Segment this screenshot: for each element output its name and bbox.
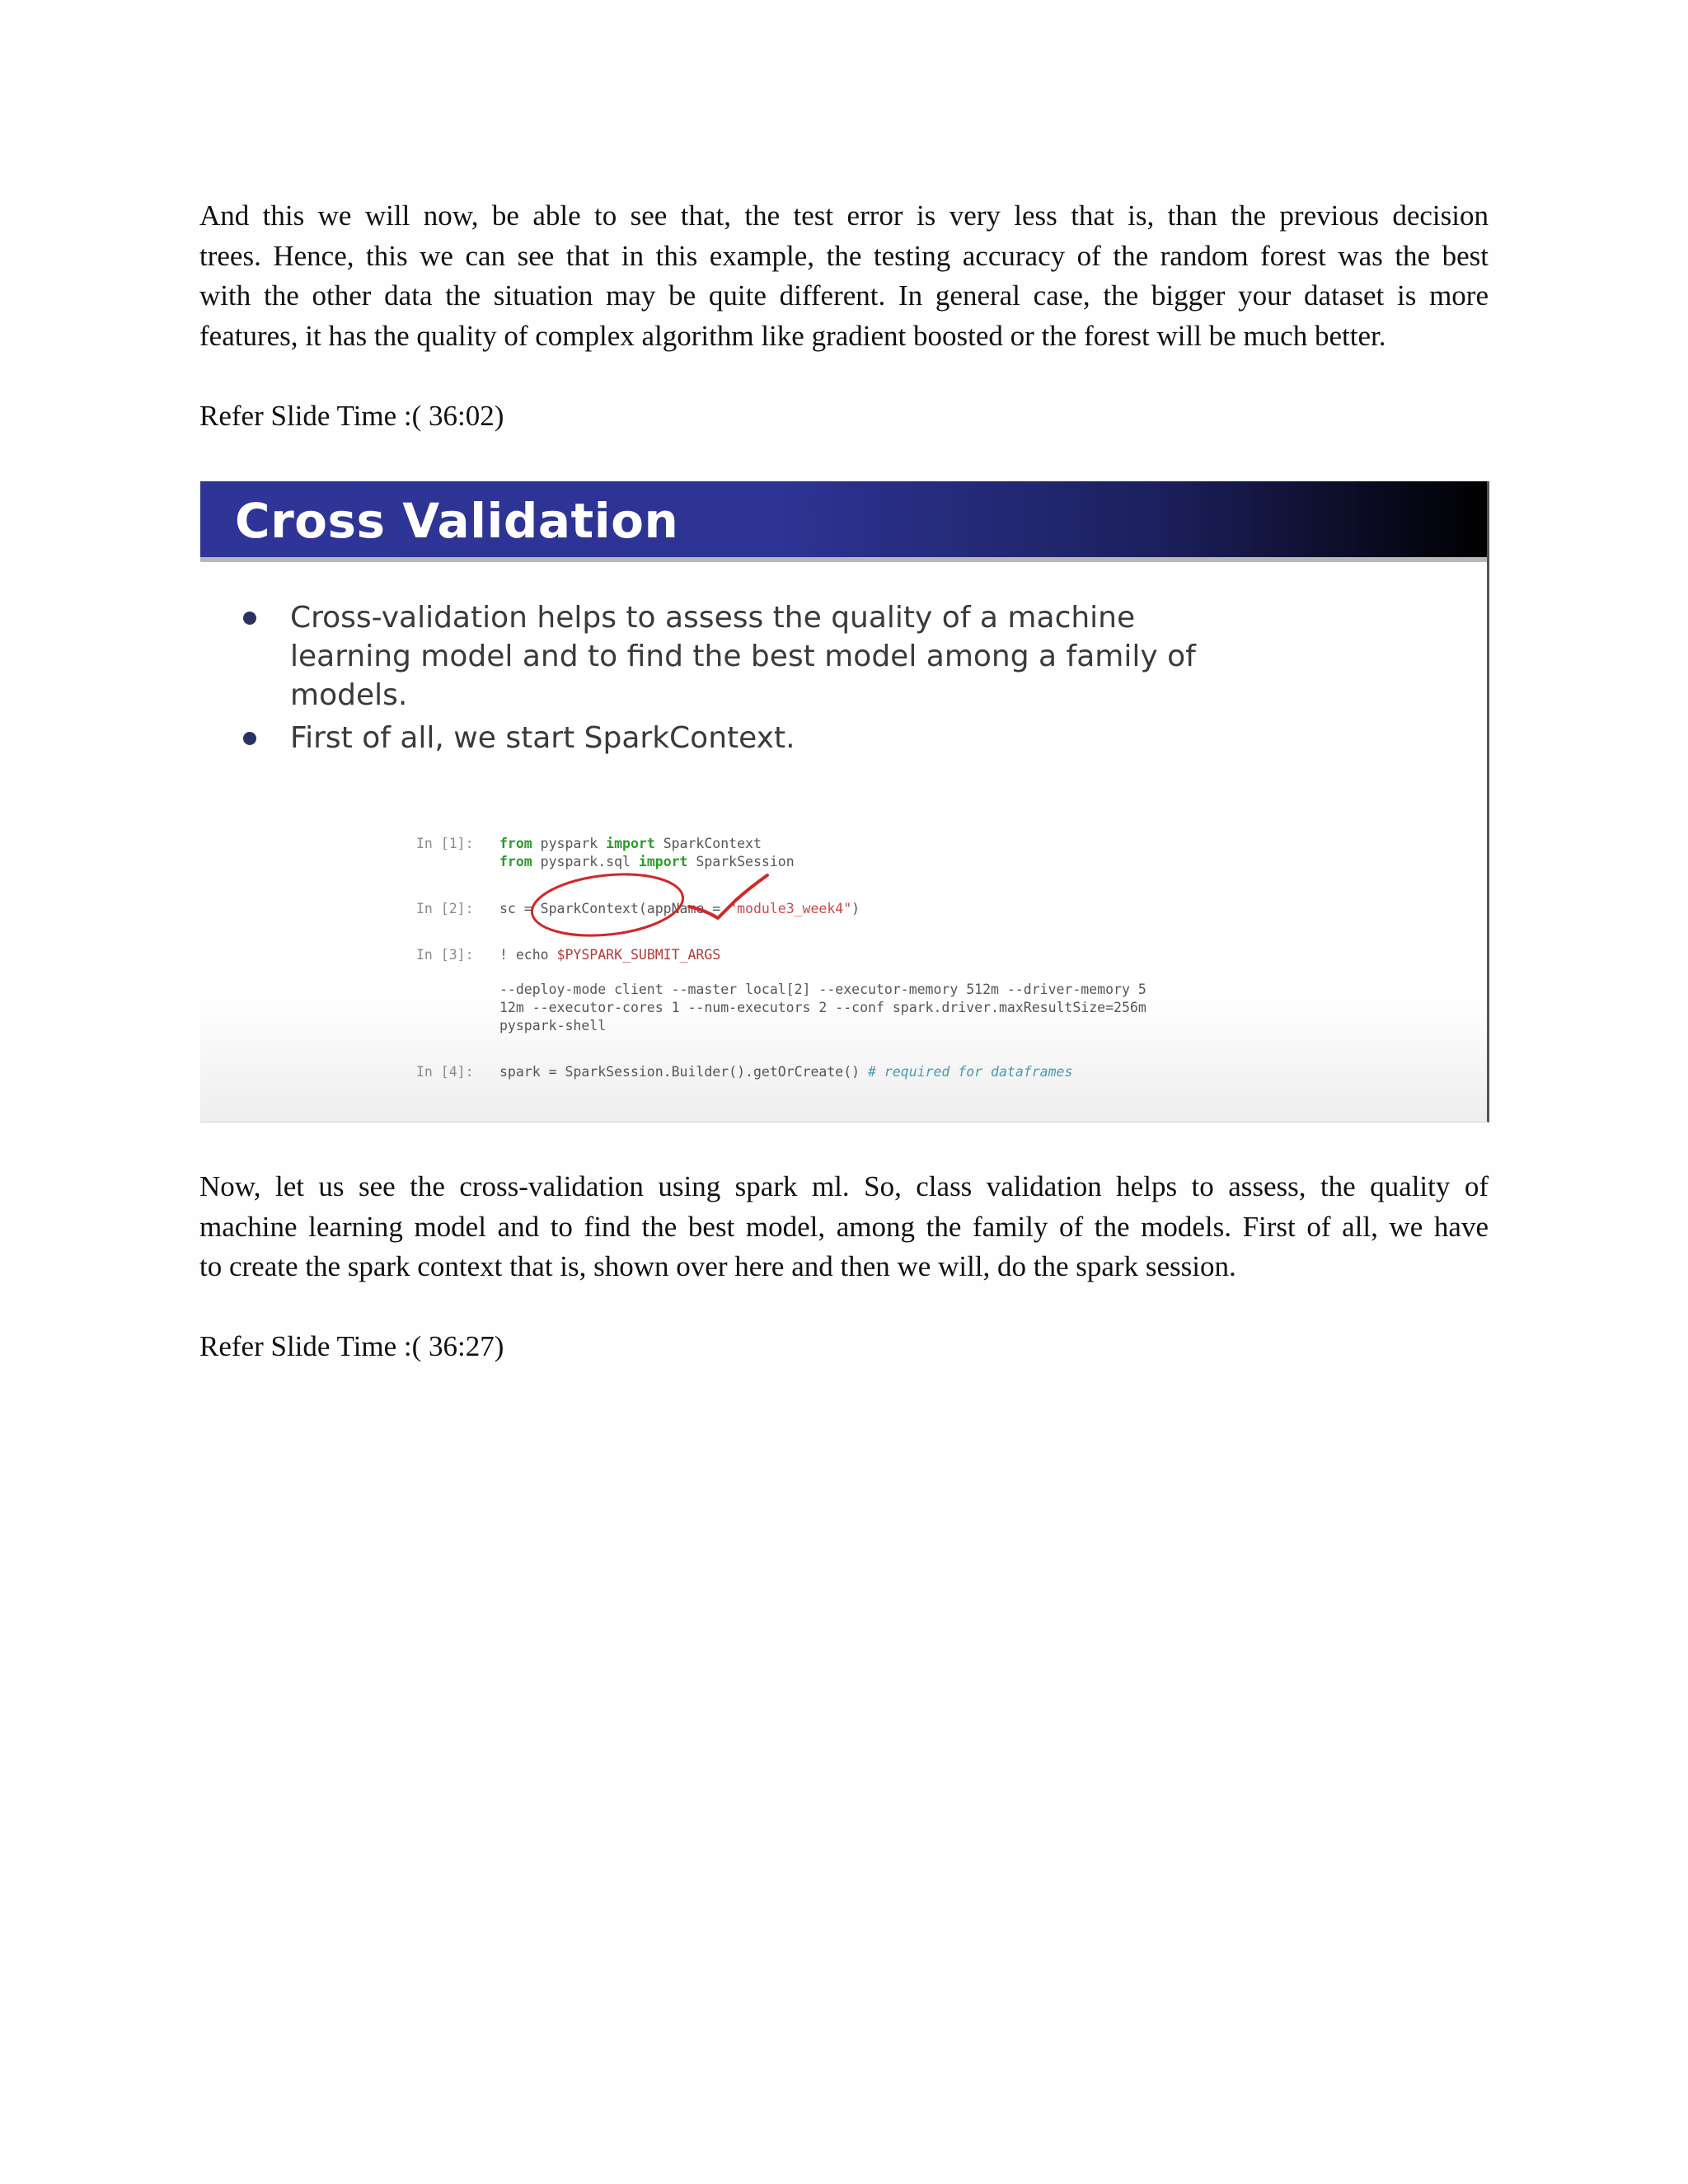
paragraph-line: to create the spark context that is, shown over here and then we will, do the spark session.	[199, 1250, 1236, 1282]
paragraph-line: machine learning model and to find the best model, among the family of the models. First of all, we have	[199, 1211, 1489, 1243]
code-line	[499, 900, 860, 918]
slide-time-reference: Refer Slide Time :( 36:02)	[199, 400, 504, 432]
slide-time-reference: Refer Slide Time :( 36:27)	[199, 1330, 504, 1362]
bullet-line: learning model and to find the best model among a family of	[290, 640, 1196, 673]
code-line	[499, 1063, 1072, 1081]
output-line: 12m --executor-cores 1 --num-executors 2 --conf spark.driver.maxResultSize=256m	[499, 1000, 1146, 1015]
code-text: SparkSession	[687, 854, 795, 869]
slide-title: Cross Validation	[235, 493, 679, 549]
paragraph-line: And this we will now, be able to see that, the test error is very less that is, than the previous decision	[199, 199, 1489, 232]
keyword: from	[499, 854, 532, 869]
keyword: from	[499, 836, 532, 851]
cell-prompt: In [2]:	[416, 901, 474, 916]
code-text: pyspark.sql	[532, 854, 639, 869]
code-text: ! echo	[499, 947, 557, 963]
cell-prompt: In [1]:	[416, 836, 474, 851]
slide-image	[200, 481, 1489, 1122]
code-text: spark = SparkSession.Builder().getOrCreate()	[499, 1064, 869, 1080]
code-text: sc = SparkContext(appName =	[499, 901, 729, 916]
code-line	[499, 853, 795, 871]
paragraph-line: trees. Hence, this we can see that in this example, the testing accuracy of the random forest was the best	[199, 240, 1489, 272]
paragraph-line: features, it has the quality of complex algorithm like gradient boosted or the forest will be much better.	[199, 320, 1386, 352]
code-text: pyspark	[532, 836, 607, 851]
notebook-code	[200, 481, 1487, 1122]
bullet-line: Cross-validation helps to assess the quality of a machine	[290, 601, 1136, 635]
output-line: --deploy-mode client --master local[2] --executor-memory 512m --driver-memory 5	[499, 982, 1146, 997]
code-text: SparkContext	[654, 836, 762, 851]
bullet-line: First of all, we start SparkContext.	[290, 721, 795, 755]
cell-prompt: In [4]:	[416, 1064, 474, 1080]
code-line	[499, 835, 762, 853]
code-string: "module3_week4"	[729, 901, 852, 916]
paragraph-line: with the other data the situation may be quite different. In general case, the bigger your dataset is more	[199, 279, 1489, 312]
paragraph-line: Now, let us see the cross-validation using spark ml. So, class validation helps to assess, the quality of	[199, 1170, 1489, 1202]
code-variable: $PYSPARK_SUBMIT_ARGS	[556, 947, 721, 963]
keyword: import	[606, 836, 655, 851]
code-comment: # required for dataframes	[868, 1064, 1073, 1080]
code-text: )	[851, 901, 860, 916]
code-line	[499, 946, 720, 964]
keyword: import	[638, 854, 688, 869]
output-line: pyspark-shell	[499, 1018, 607, 1033]
bullet-line: models.	[290, 678, 408, 712]
cell-prompt: In [3]:	[416, 947, 474, 963]
